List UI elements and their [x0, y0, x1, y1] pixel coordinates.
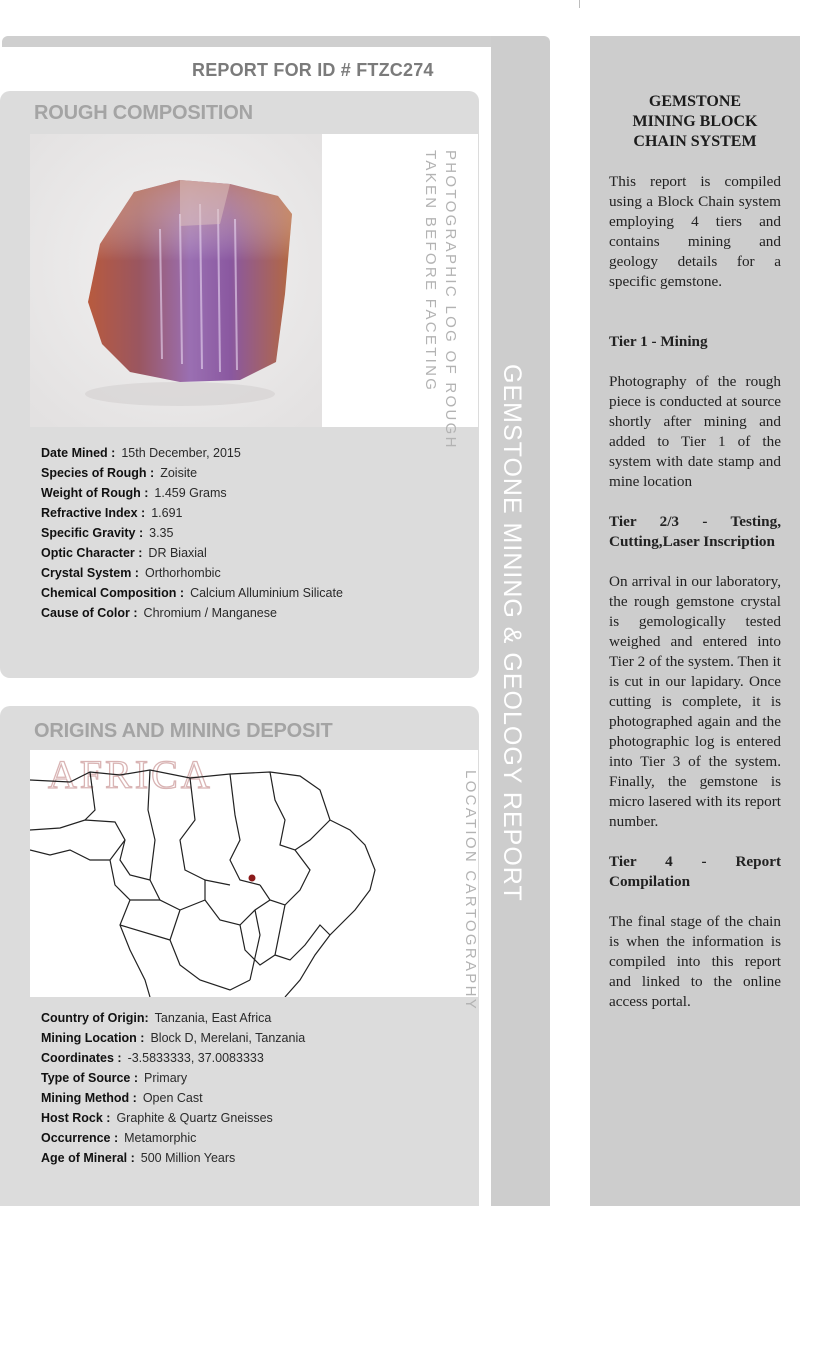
mine-location-marker [249, 875, 256, 882]
tier1-heading: Tier 1 - Mining [609, 333, 708, 350]
report-id: REPORT FOR ID # FTZC274 [192, 60, 434, 80]
tier23-text: On arrival in our laboratory, the rough gemstone crystal is gemologically tested weighed and entered into Tier 2 of the system. Then it is cut in our lapidary. Once cutting is complete, it is photographed again and the photographic log is entered into Tier 3 of the system. Finally, the gemstone is micro lasered with its report number. [609, 573, 781, 830]
photo-log-label-1: PHOTOGRAPHIC LOG OF ROUGH [442, 150, 459, 450]
detail-row-occurrence: Occurrence : Metamorphic [41, 1131, 197, 1145]
rough-details [41, 443, 343, 623]
detail-row-host-rock: Host Rock : Graphite & Quartz Gneisses [41, 1111, 273, 1125]
detail-row-cause-of-color: Cause of Color : Chromium / Manganese [41, 606, 277, 620]
detail-row-specific-gravity: Specific Gravity : 3.35 [41, 526, 174, 540]
tier1-text: Photography of the rough piece is conducted at source shortly after mining and added to Tier 1 of the system with date stamp and mine location [609, 373, 781, 490]
tier4-heading: Tier 4 - Report Compilation [609, 853, 781, 890]
detail-row-mining-method: Mining Method : Open Cast [41, 1091, 203, 1105]
detail-row-optic-character: Optic Character : DR Biaxial [41, 546, 207, 560]
spine-label: GEMSTONE MINING & GEOLOGY REPORT [498, 364, 526, 902]
detail-row-weight: Weight of Rough : 1.459 Grams [41, 486, 227, 500]
tier23-heading: Tier 2/3 - Testing, Cutting,Laser Inscription [609, 513, 781, 550]
rough-composition-title: ROUGH COMPOSITION [34, 102, 253, 124]
detail-row-date-mined: Date Mined : 15th December, 2015 [41, 446, 241, 460]
detail-row-coordinates: Coordinates : -3.5833333, 37.0083333 [41, 1051, 264, 1065]
detail-row-country: Country of Origin: Tanzania, East Africa [41, 1011, 272, 1025]
sidebar-content [609, 172, 781, 1012]
africa-map [30, 750, 426, 997]
location-cartography-label: LOCATION CARTOGRAPHY [462, 770, 479, 1012]
detail-row-type-of-source: Type of Source : Primary [41, 1071, 188, 1085]
top-divider [579, 0, 580, 8]
detail-row-refractive-index: Refractive Index : 1.691 [41, 506, 183, 520]
origin-details [41, 1008, 305, 1168]
detail-row-mining-location: Mining Location : Block D, Merelani, Tanzania [41, 1031, 306, 1045]
top-bar [2, 36, 550, 47]
origins-title: ORIGINS AND MINING DEPOSIT [34, 720, 333, 742]
detail-row-crystal-system: Crystal System : Orthorhombic [41, 566, 221, 580]
photo-log-label-2: TAKEN BEFORE FACETING [422, 150, 439, 393]
sidebar-title: GEMSTONE MINING BLOCK CHAIN SYSTEM [632, 93, 758, 150]
map-watermark: AFRICA [48, 752, 213, 797]
sidebar-intro: This report is compiled using a Block Chain system employing 4 tiers and contains mining and geology details for a specific gemstone. [609, 173, 781, 290]
detail-row-species: Species of Rough : Zoisite [41, 466, 198, 480]
tier4-text: The final stage of the chain is when the information is compiled into this report and linked to the online access portal. [609, 913, 781, 1010]
rough-gemstone-photo [30, 134, 322, 427]
detail-row-chemical-composition: Chemical Composition : Calcium Alluminium Silicate [41, 586, 343, 600]
detail-row-age-of-mineral: Age of Mineral : 500 Million Years [41, 1151, 236, 1165]
